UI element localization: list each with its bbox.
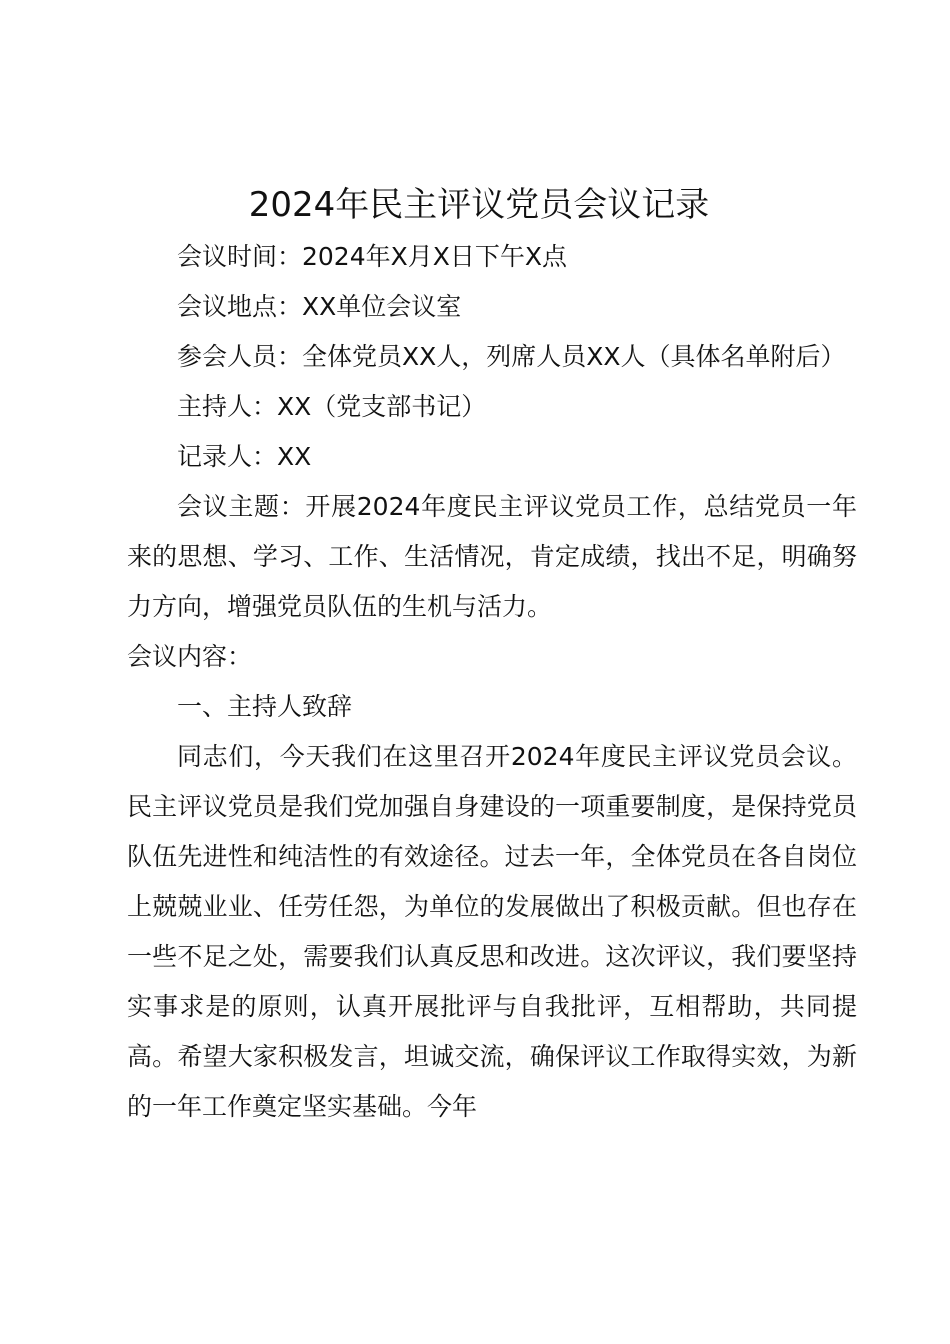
meeting-place: 会议地点：XX单位会议室 (177, 292, 462, 321)
section-1-paragraph: 同志们，今天我们在这里召开2024年度民主评议党员会议。民主评议党员是我们党加强自身建设的一项重要制度，是保持党员队伍先进性和纯洁性的有效途径。过去一年，全体党员在各自岗位上兢兢业业、任劳任怨，为单位的发展做出了积极贡献。但也存在一些不足之处，需要我们认真反思和改进。这次评议，我们要坚持实事求是的原则，认真开展批评与自我批评，互相帮助，共同提高。希望大家积极发言，坦诚交流，确保评议工作取得实效，为新的一年工作奠定坚实基础。今年 (127, 742, 857, 1121)
document-body (127, 232, 857, 1132)
meeting-theme: 会议主题：开展2024年度民主评议党员工作，总结党员一年来的思想、学习、工作、生活情况，肯定成绩，找出不足，明确努力方向，增强党员队伍的生机与活力。 (127, 492, 857, 621)
meeting-host: 主持人：XX（党支部书记） (177, 392, 487, 421)
meeting-time: 会议时间：2024年X月X日下午X点 (177, 242, 568, 271)
content-heading: 会议内容： (127, 642, 253, 671)
section-1-heading: 一、主持人致辞 (177, 692, 353, 721)
meeting-attendees: 参会人员：全体党员XX人，列席人员XX人（具体名单附后） (177, 342, 846, 371)
meeting-recorder: 记录人：XX (177, 442, 312, 471)
document-title: 2024年民主评议党员会议记录 (248, 185, 710, 225)
